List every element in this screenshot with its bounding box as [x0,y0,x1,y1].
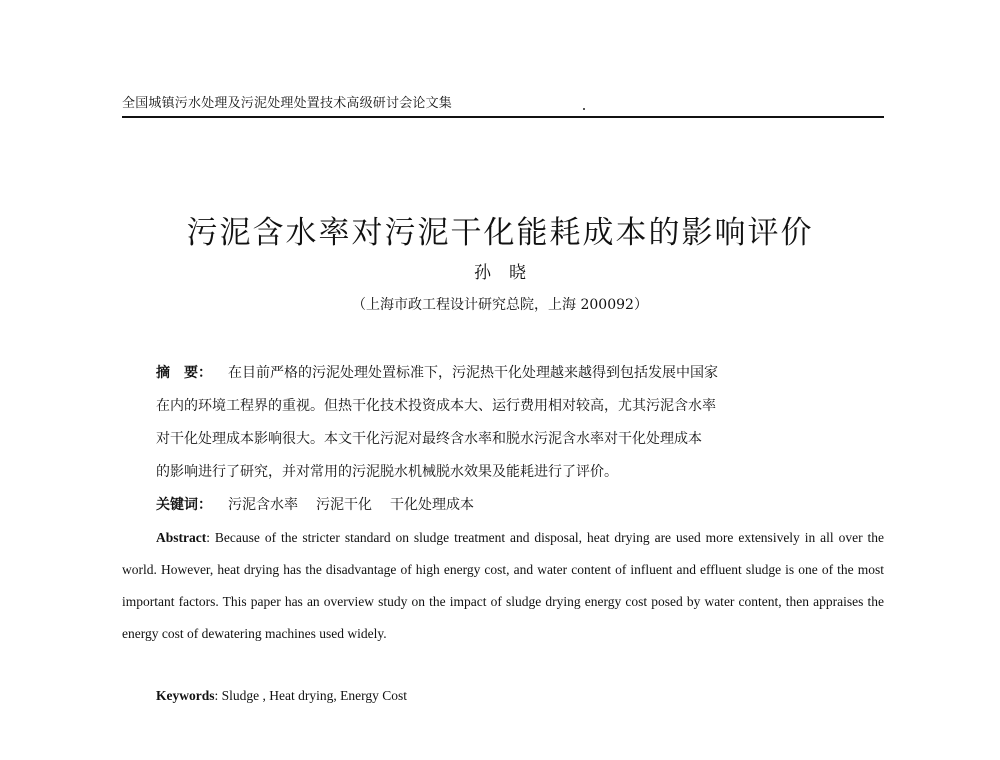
keywords-en-text: : Sludge , Heat drying, Energy Cost [214,688,407,703]
chinese-abstract [156,357,856,522]
scan-speck [583,108,585,110]
keyword-cn: 污泥干化 [316,497,372,513]
author-affiliation: （上海市政工程设计研究总院，上海 200092） [352,297,648,313]
keyword-cn: 污泥含水率 [228,497,298,513]
abstract-cn-line: 在内的环境工程界的重视。但热干化技术投资成本大、运行费用相对较高，尤其污泥含水率 [156,398,716,414]
author-name: 孙晓 [474,263,544,283]
english-abstract [122,522,884,650]
paper-title: 污泥含水率对污泥干化能耗成本的影响评价 [186,214,814,251]
abstract-cn-line: 对干化处理成本影响很大。本文干化污泥对最终含水率和脱水污泥含水率对干化处理成本 [156,431,702,447]
abstract-cn-line-text: 在目前严格的污泥处理处置标准下，污泥热干化处理越来越得到包括发展中国家 [228,365,718,381]
keywords-en-label: Keywords [156,688,215,703]
abstract-cn-line [156,357,856,390]
abstract-cn-label: 摘 要： [156,365,212,381]
header-rule [122,116,884,118]
abstract-en-label: Abstract [156,530,207,545]
keywords-cn-label: 关键词： [156,497,212,513]
abstract-en-text: : Because of the stricter standard on sludge treatment and disposal, heat drying are used more extensively in all over the world. However, heat drying has the disadvantage of high energy cost, and water content of influent and effluent sludge is one of the most important factors. This paper has an overview study on the impact of sludge drying energy cost posed by water content, then appraises the energy cost of dewatering machines used widely. [122,530,884,641]
running-header: 全国城镇污水处理及污泥处理处置技术高级研讨会论文集 [122,96,453,111]
keywords-cn [156,489,856,522]
english-keywords [156,688,407,704]
keyword-cn: 干化处理成本 [390,497,474,513]
abstract-cn-line: 的影响进行了研究，并对常用的污泥脱水机械脱水效果及能耗进行了评价。 [156,464,618,480]
